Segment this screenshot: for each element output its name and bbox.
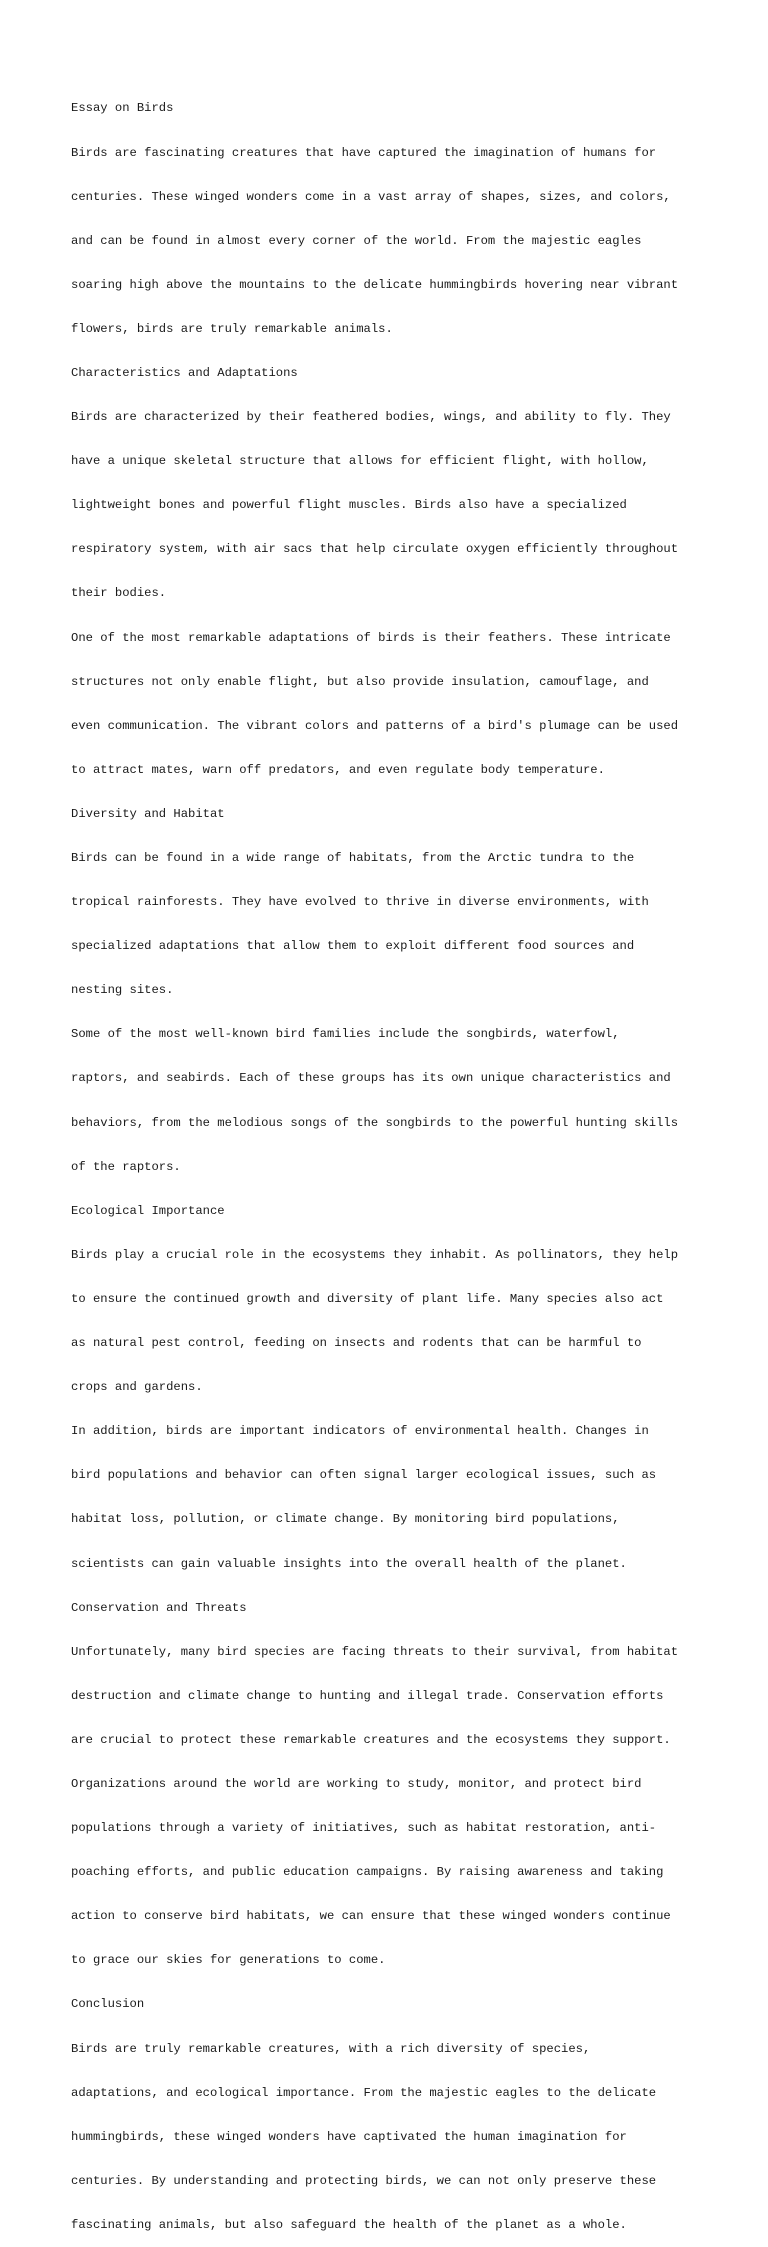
section-heading-characteristics: Characteristics and Adaptations xyxy=(71,365,298,380)
intro-line: flowers, birds are truly remarkable animals. xyxy=(71,321,393,336)
body-line: to ensure the continued growth and diversity of plant life. Many species also act xyxy=(71,1291,664,1306)
body-line: Some of the most well-known bird families include the songbirds, waterfowl, xyxy=(71,1027,620,1042)
body-line: raptors, and seabirds. Each of these groups has its own unique characteristics and xyxy=(71,1071,671,1086)
intro-line: and can be found in almost every corner of the world. From the majestic eagles xyxy=(71,233,642,248)
body-line: their bodies. xyxy=(71,586,167,601)
body-line: crops and gardens. xyxy=(71,1380,203,1395)
body-line: fascinating animals, but also safeguard the health of the planet as a whole. xyxy=(71,2217,627,2232)
body-line: adaptations, and ecological importance. From the majestic eagles to the delicate xyxy=(71,2085,657,2100)
body-line: lightweight bones and powerful flight muscles. Birds also have a specialized xyxy=(71,498,627,513)
section-heading-conclusion: Conclusion xyxy=(71,1997,145,2012)
intro-line: soaring high above the mountains to the delicate hummingbirds hovering near vibrant xyxy=(71,277,679,292)
body-line: centuries. By understanding and protecting birds, we can not only preserve these xyxy=(71,2173,657,2188)
body-line: poaching efforts, and public education campaigns. By raising awareness and taking xyxy=(71,1865,664,1880)
body-line: One of the most remarkable adaptations of birds is their feathers. These intricate xyxy=(71,630,671,645)
intro-line: Birds are fascinating creatures that have captured the imagination of humans for xyxy=(71,145,657,160)
body-line: are crucial to protect these remarkable creatures and the ecosystems they support. xyxy=(71,1732,671,1747)
body-line: Birds are truly remarkable creatures, with a rich diversity of species, xyxy=(71,2041,591,2056)
body-line: Organizations around the world are working to study, monitor, and protect bird xyxy=(71,1776,642,1791)
body-line: Birds are characterized by their feathered bodies, wings, and ability to fly. They xyxy=(71,410,671,425)
body-line: structures not only enable flight, but also provide insulation, camouflage, and xyxy=(71,674,649,689)
body-line: even communication. The vibrant colors and patterns of a bird's plumage can be used xyxy=(71,718,679,733)
body-line: destruction and climate change to hunting and illegal trade. Conservation efforts xyxy=(71,1688,664,1703)
body-line: behaviors, from the melodious songs of the songbirds to the powerful hunting skills xyxy=(71,1115,679,1130)
body-line: hummingbirds, these winged wonders have captivated the human imagination for xyxy=(71,2129,627,2144)
body-line: respiratory system, with air sacs that help circulate oxygen efficiently throughout xyxy=(71,542,679,557)
intro-line: centuries. These winged wonders come in a vast array of shapes, sizes, and colors, xyxy=(71,189,671,204)
section-heading-ecological: Ecological Importance xyxy=(71,1203,225,1218)
body-line: scientists can gain valuable insights into the overall health of the planet. xyxy=(71,1556,627,1571)
essay-title: Essay on Birds xyxy=(71,101,174,116)
body-line: habitat loss, pollution, or climate change. By monitoring bird populations, xyxy=(71,1512,620,1527)
section-heading-conservation: Conservation and Threats xyxy=(71,1600,247,1615)
document-body xyxy=(71,72,731,2247)
body-line: bird populations and behavior can often signal larger ecological issues, such as xyxy=(71,1468,657,1483)
body-line: tropical rainforests. They have evolved to thrive in diverse environments, with xyxy=(71,895,649,910)
body-line: Unfortunately, many bird species are facing threats to their survival, from habitat xyxy=(71,1644,679,1659)
body-line: nesting sites. xyxy=(71,983,174,998)
body-line: have a unique skeletal structure that allows for efficient flight, with hollow, xyxy=(71,454,649,469)
section-heading-diversity: Diversity and Habitat xyxy=(71,806,225,821)
body-line: action to conserve bird habitats, we can ensure that these winged wonders continue xyxy=(71,1909,671,1924)
body-line: as natural pest control, feeding on insects and rodents that can be harmful to xyxy=(71,1336,642,1351)
body-line: specialized adaptations that allow them to exploit different food sources and xyxy=(71,939,635,954)
body-line: Birds play a crucial role in the ecosystems they inhabit. As pollinators, they help xyxy=(71,1247,679,1262)
body-line: to grace our skies for generations to come. xyxy=(71,1953,386,1968)
body-line: of the raptors. xyxy=(71,1159,181,1174)
body-line: Birds can be found in a wide range of habitats, from the Arctic tundra to the xyxy=(71,851,635,865)
body-line: In addition, birds are important indicators of environmental health. Changes in xyxy=(71,1424,649,1439)
body-line: to attract mates, warn off predators, and even regulate body temperature. xyxy=(71,762,605,777)
body-line: populations through a variety of initiatives, such as habitat restoration, anti- xyxy=(71,1821,657,1836)
